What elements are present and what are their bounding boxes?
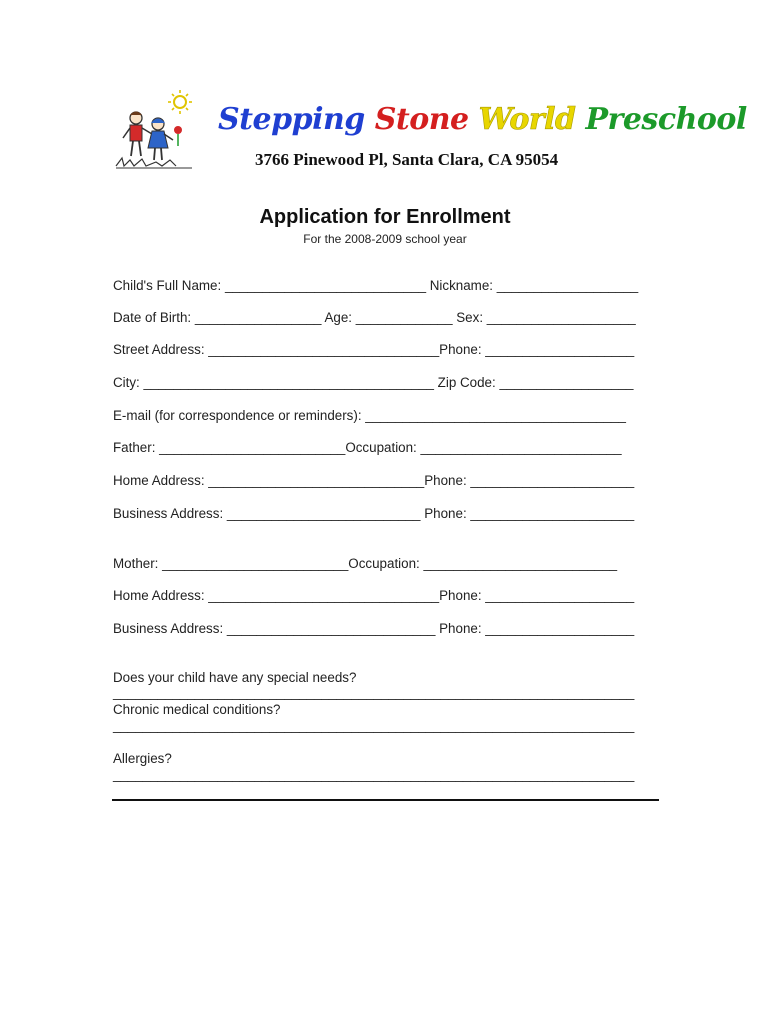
city-zip-field[interactable]: City: _______________________________________ Zip Code: __________________ — [113, 375, 634, 390]
page-subtitle: For the 2008-2009 school year — [303, 232, 467, 246]
special-needs-answer-line[interactable]: ______________________________________________________________________ — [113, 685, 635, 700]
brand-word-world: World — [478, 102, 576, 137]
brand-word-stepping: Stepping — [218, 102, 365, 137]
street-address-field[interactable]: Street Address: _______________________________Phone: ____________________ — [113, 342, 635, 357]
allergies-answer-line[interactable]: ______________________________________________________________________ — [113, 767, 635, 782]
date-of-birth-field[interactable]: Date of Birth: _________________ Age: _____________ Sex: ____________________ — [113, 310, 636, 325]
father-home-address-field[interactable]: Home Address: _____________________________Phone: ______________________ — [113, 473, 635, 488]
school-address: 3766 Pinewood Pl, Santa Clara, CA 95054 — [255, 150, 559, 169]
bottom-divider — [112, 799, 659, 801]
children-with-sun-icon — [112, 88, 204, 180]
mother-home-address-field[interactable]: Home Address: _______________________________Phone: ____________________ — [113, 588, 635, 603]
chronic-conditions-question: Chronic medical conditions? — [113, 702, 281, 717]
brand-word-stone: Stone — [374, 102, 469, 137]
child-name-field[interactable]: Child's Full Name: ___________________________ Nickname: ___________________ — [113, 278, 639, 293]
allergies-question: Allergies? — [113, 751, 172, 766]
brand-word-preschool: Preschool — [585, 102, 747, 137]
chronic-conditions-answer-line[interactable]: ______________________________________________________________________ — [113, 718, 635, 733]
page-title: Application for Enrollment — [259, 206, 511, 228]
email-field[interactable]: E-mail (for correspondence or reminders): ___________________________________ — [113, 408, 626, 423]
mother-field[interactable]: Mother: _________________________Occupation: __________________________ — [113, 556, 618, 571]
school-name — [218, 102, 747, 137]
special-needs-question: Does your child have any special needs? — [113, 670, 357, 685]
mother-business-address-field[interactable]: Business Address: ____________________________ Phone: ____________________ — [113, 621, 635, 636]
father-business-address-field[interactable]: Business Address: __________________________ Phone: ______________________ — [113, 506, 635, 521]
father-field[interactable]: Father: _________________________Occupation: ___________________________ — [113, 440, 622, 455]
